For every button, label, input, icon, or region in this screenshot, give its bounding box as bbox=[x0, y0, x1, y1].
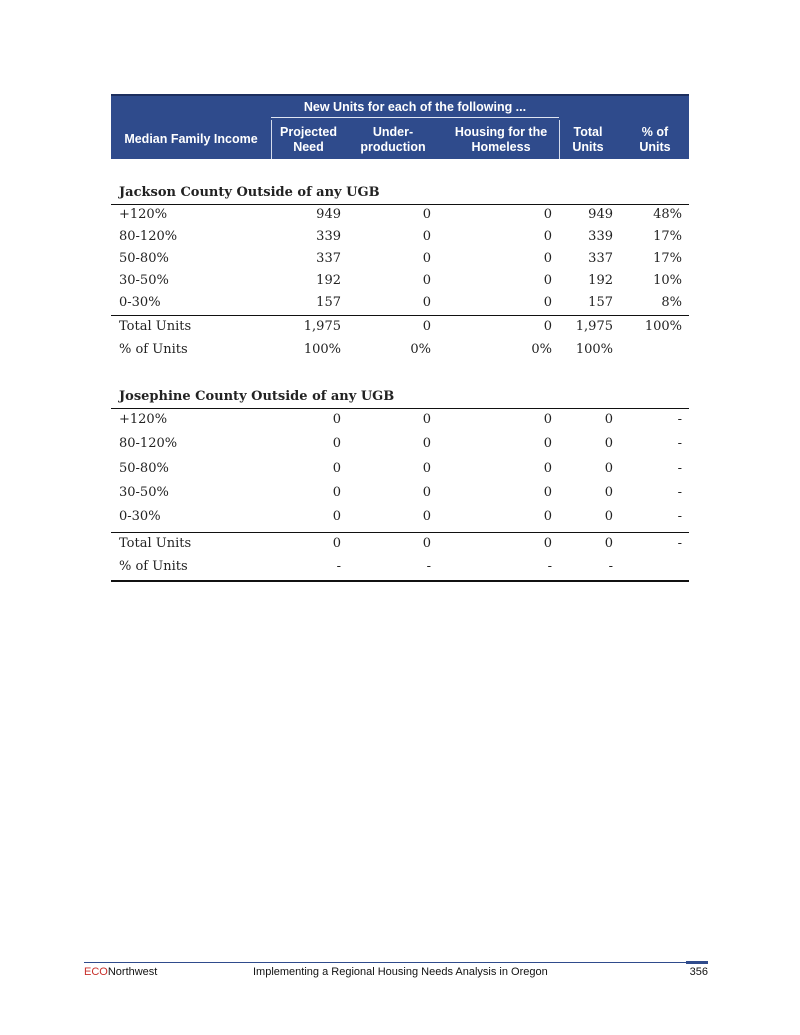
cell-projected-need: 0 bbox=[332, 436, 341, 451]
cell-pct-units: - bbox=[677, 461, 682, 476]
header-total-units bbox=[559, 125, 617, 155]
cell-underproduction: 0 bbox=[422, 536, 431, 551]
cell-total-units: 0 bbox=[604, 412, 613, 427]
housing-table bbox=[111, 94, 689, 574]
row-label: 30-50% bbox=[119, 273, 169, 288]
header-total-units-line1: Total bbox=[573, 125, 603, 139]
footer-title: Implementing a Regional Housing Needs Analysis in Oregon bbox=[253, 966, 548, 978]
cell-total-units: 0 bbox=[604, 485, 613, 500]
cell-total-units: 192 bbox=[588, 273, 613, 288]
header-group-label: New Units for each of the following ... bbox=[303, 100, 527, 114]
cell-underproduction: 0 bbox=[422, 273, 431, 288]
cell-homeless: 0 bbox=[543, 461, 552, 476]
row-label: 80-120% bbox=[119, 436, 178, 451]
table-header bbox=[111, 94, 689, 159]
cell-projected-need: 0 bbox=[332, 536, 341, 551]
row-label: 50-80% bbox=[119, 251, 169, 266]
cell-pct-units: 10% bbox=[653, 273, 682, 288]
table-bottom-rule bbox=[111, 580, 689, 582]
cell-underproduction: 0 bbox=[422, 436, 431, 451]
footer-brand-eco: ECO bbox=[84, 966, 108, 978]
cell-projected-need: 337 bbox=[316, 251, 341, 266]
table-row bbox=[111, 251, 689, 273]
cell-underproduction: 0 bbox=[422, 412, 431, 427]
table-row bbox=[111, 509, 689, 531]
cell-total-units: - bbox=[608, 559, 613, 574]
header-total-units-line2: Units bbox=[572, 140, 604, 154]
cell-pct-units: 100% bbox=[644, 319, 682, 334]
cell-homeless: 0 bbox=[543, 436, 552, 451]
total-rule bbox=[111, 532, 689, 533]
table-row bbox=[111, 295, 689, 317]
header-underproduction bbox=[348, 125, 438, 155]
cell-projected-need: 339 bbox=[316, 229, 341, 244]
cell-pct-units: - bbox=[677, 412, 682, 427]
cell-homeless: 0 bbox=[543, 207, 552, 222]
row-label: % of Units bbox=[119, 342, 188, 357]
table-row bbox=[111, 273, 689, 295]
header-homeless bbox=[441, 125, 561, 155]
cell-pct-units: 17% bbox=[653, 229, 682, 244]
cell-projected-need: 949 bbox=[316, 207, 341, 222]
table-row bbox=[111, 412, 689, 434]
pct-row bbox=[111, 342, 689, 364]
cell-pct-units: 8% bbox=[661, 295, 682, 310]
cell-projected-need: - bbox=[336, 559, 341, 574]
row-label: % of Units bbox=[119, 559, 188, 574]
header-projected-need-line1: Projected bbox=[280, 125, 337, 139]
page-number: 356 bbox=[689, 966, 708, 978]
table-row bbox=[111, 436, 689, 458]
cell-homeless: 0 bbox=[543, 319, 552, 334]
row-label: 0-30% bbox=[119, 295, 161, 310]
cell-total-units: 949 bbox=[588, 207, 613, 222]
section-rule bbox=[111, 204, 689, 205]
header-projected-need bbox=[271, 125, 346, 155]
row-label: +120% bbox=[119, 412, 168, 427]
header-homeless-line1: Housing for the bbox=[454, 125, 548, 139]
cell-projected-need: 100% bbox=[303, 342, 341, 357]
footer-rule bbox=[84, 962, 708, 963]
cell-projected-need: 0 bbox=[332, 461, 341, 476]
cell-underproduction: 0 bbox=[422, 295, 431, 310]
cell-homeless: 0 bbox=[543, 251, 552, 266]
row-label: 0-30% bbox=[119, 509, 161, 524]
header-projected-need-line2: Need bbox=[293, 140, 324, 154]
cell-underproduction: 0 bbox=[422, 319, 431, 334]
section-title: Jackson County Outside of any UGB bbox=[119, 185, 380, 200]
cell-pct-units: - bbox=[677, 509, 682, 524]
row-label: 50-80% bbox=[119, 461, 169, 476]
cell-underproduction: - bbox=[426, 559, 431, 574]
cell-total-units: 0 bbox=[604, 509, 613, 524]
cell-pct-units: 48% bbox=[653, 207, 682, 222]
footer-brand bbox=[84, 966, 157, 978]
cell-projected-need: 1,975 bbox=[303, 319, 341, 334]
cell-underproduction: 0 bbox=[422, 251, 431, 266]
cell-total-units: 0 bbox=[604, 436, 613, 451]
header-homeless-line2: Homeless bbox=[471, 140, 531, 154]
table-row bbox=[111, 207, 689, 229]
cell-projected-need: 157 bbox=[316, 295, 341, 310]
total-row bbox=[111, 319, 689, 341]
footer-brand-northwest: Northwest bbox=[107, 966, 158, 978]
cell-homeless: 0 bbox=[543, 536, 552, 551]
row-label: 80-120% bbox=[119, 229, 178, 244]
header-underproduction-line1: Under- bbox=[372, 125, 414, 139]
cell-projected-need: 0 bbox=[332, 485, 341, 500]
cell-underproduction: 0 bbox=[422, 461, 431, 476]
cell-total-units: 0 bbox=[604, 461, 613, 476]
cell-homeless: 0 bbox=[543, 412, 552, 427]
header-pct-units-line2: Units bbox=[639, 140, 671, 154]
cell-underproduction: 0 bbox=[422, 229, 431, 244]
header-pct-units-line1: % of bbox=[641, 125, 669, 139]
cell-homeless: 0 bbox=[543, 273, 552, 288]
cell-total-units: 339 bbox=[588, 229, 613, 244]
cell-pct-units: - bbox=[677, 536, 682, 551]
total-row bbox=[111, 536, 689, 558]
row-label: Total Units bbox=[119, 536, 192, 551]
cell-total-units: 157 bbox=[588, 295, 613, 310]
table-row bbox=[111, 461, 689, 483]
cell-projected-need: 192 bbox=[316, 273, 341, 288]
cell-pct-units: - bbox=[677, 485, 682, 500]
cell-homeless: 0 bbox=[543, 485, 552, 500]
section-title: Josephine County Outside of any UGB bbox=[119, 389, 395, 404]
cell-underproduction: 0 bbox=[422, 207, 431, 222]
row-label: Total Units bbox=[119, 319, 192, 334]
cell-total-units: 337 bbox=[588, 251, 613, 266]
pct-row bbox=[111, 559, 689, 581]
footer-accent bbox=[686, 961, 708, 964]
cell-total-units: 1,975 bbox=[575, 319, 613, 334]
header-group-divider bbox=[271, 117, 559, 118]
cell-underproduction: 0 bbox=[422, 485, 431, 500]
cell-homeless: - bbox=[547, 559, 552, 574]
cell-homeless: 0 bbox=[543, 509, 552, 524]
header-median-family-income: Median Family Income bbox=[124, 132, 258, 146]
cell-total-units: 0 bbox=[604, 536, 613, 551]
cell-homeless: 0 bbox=[543, 229, 552, 244]
cell-pct-units: - bbox=[677, 436, 682, 451]
table-row bbox=[111, 485, 689, 507]
cell-homeless: 0% bbox=[531, 342, 552, 357]
cell-underproduction: 0% bbox=[410, 342, 431, 357]
cell-projected-need: 0 bbox=[332, 412, 341, 427]
cell-projected-need: 0 bbox=[332, 509, 341, 524]
cell-total-units: 100% bbox=[575, 342, 613, 357]
header-pct-units bbox=[621, 125, 689, 155]
section-rule bbox=[111, 408, 689, 409]
row-label: 30-50% bbox=[119, 485, 169, 500]
table-row bbox=[111, 229, 689, 251]
cell-underproduction: 0 bbox=[422, 509, 431, 524]
header-underproduction-line2: production bbox=[360, 140, 426, 154]
total-rule bbox=[111, 315, 689, 316]
cell-pct-units: 17% bbox=[653, 251, 682, 266]
row-label: +120% bbox=[119, 207, 168, 222]
cell-homeless: 0 bbox=[543, 295, 552, 310]
